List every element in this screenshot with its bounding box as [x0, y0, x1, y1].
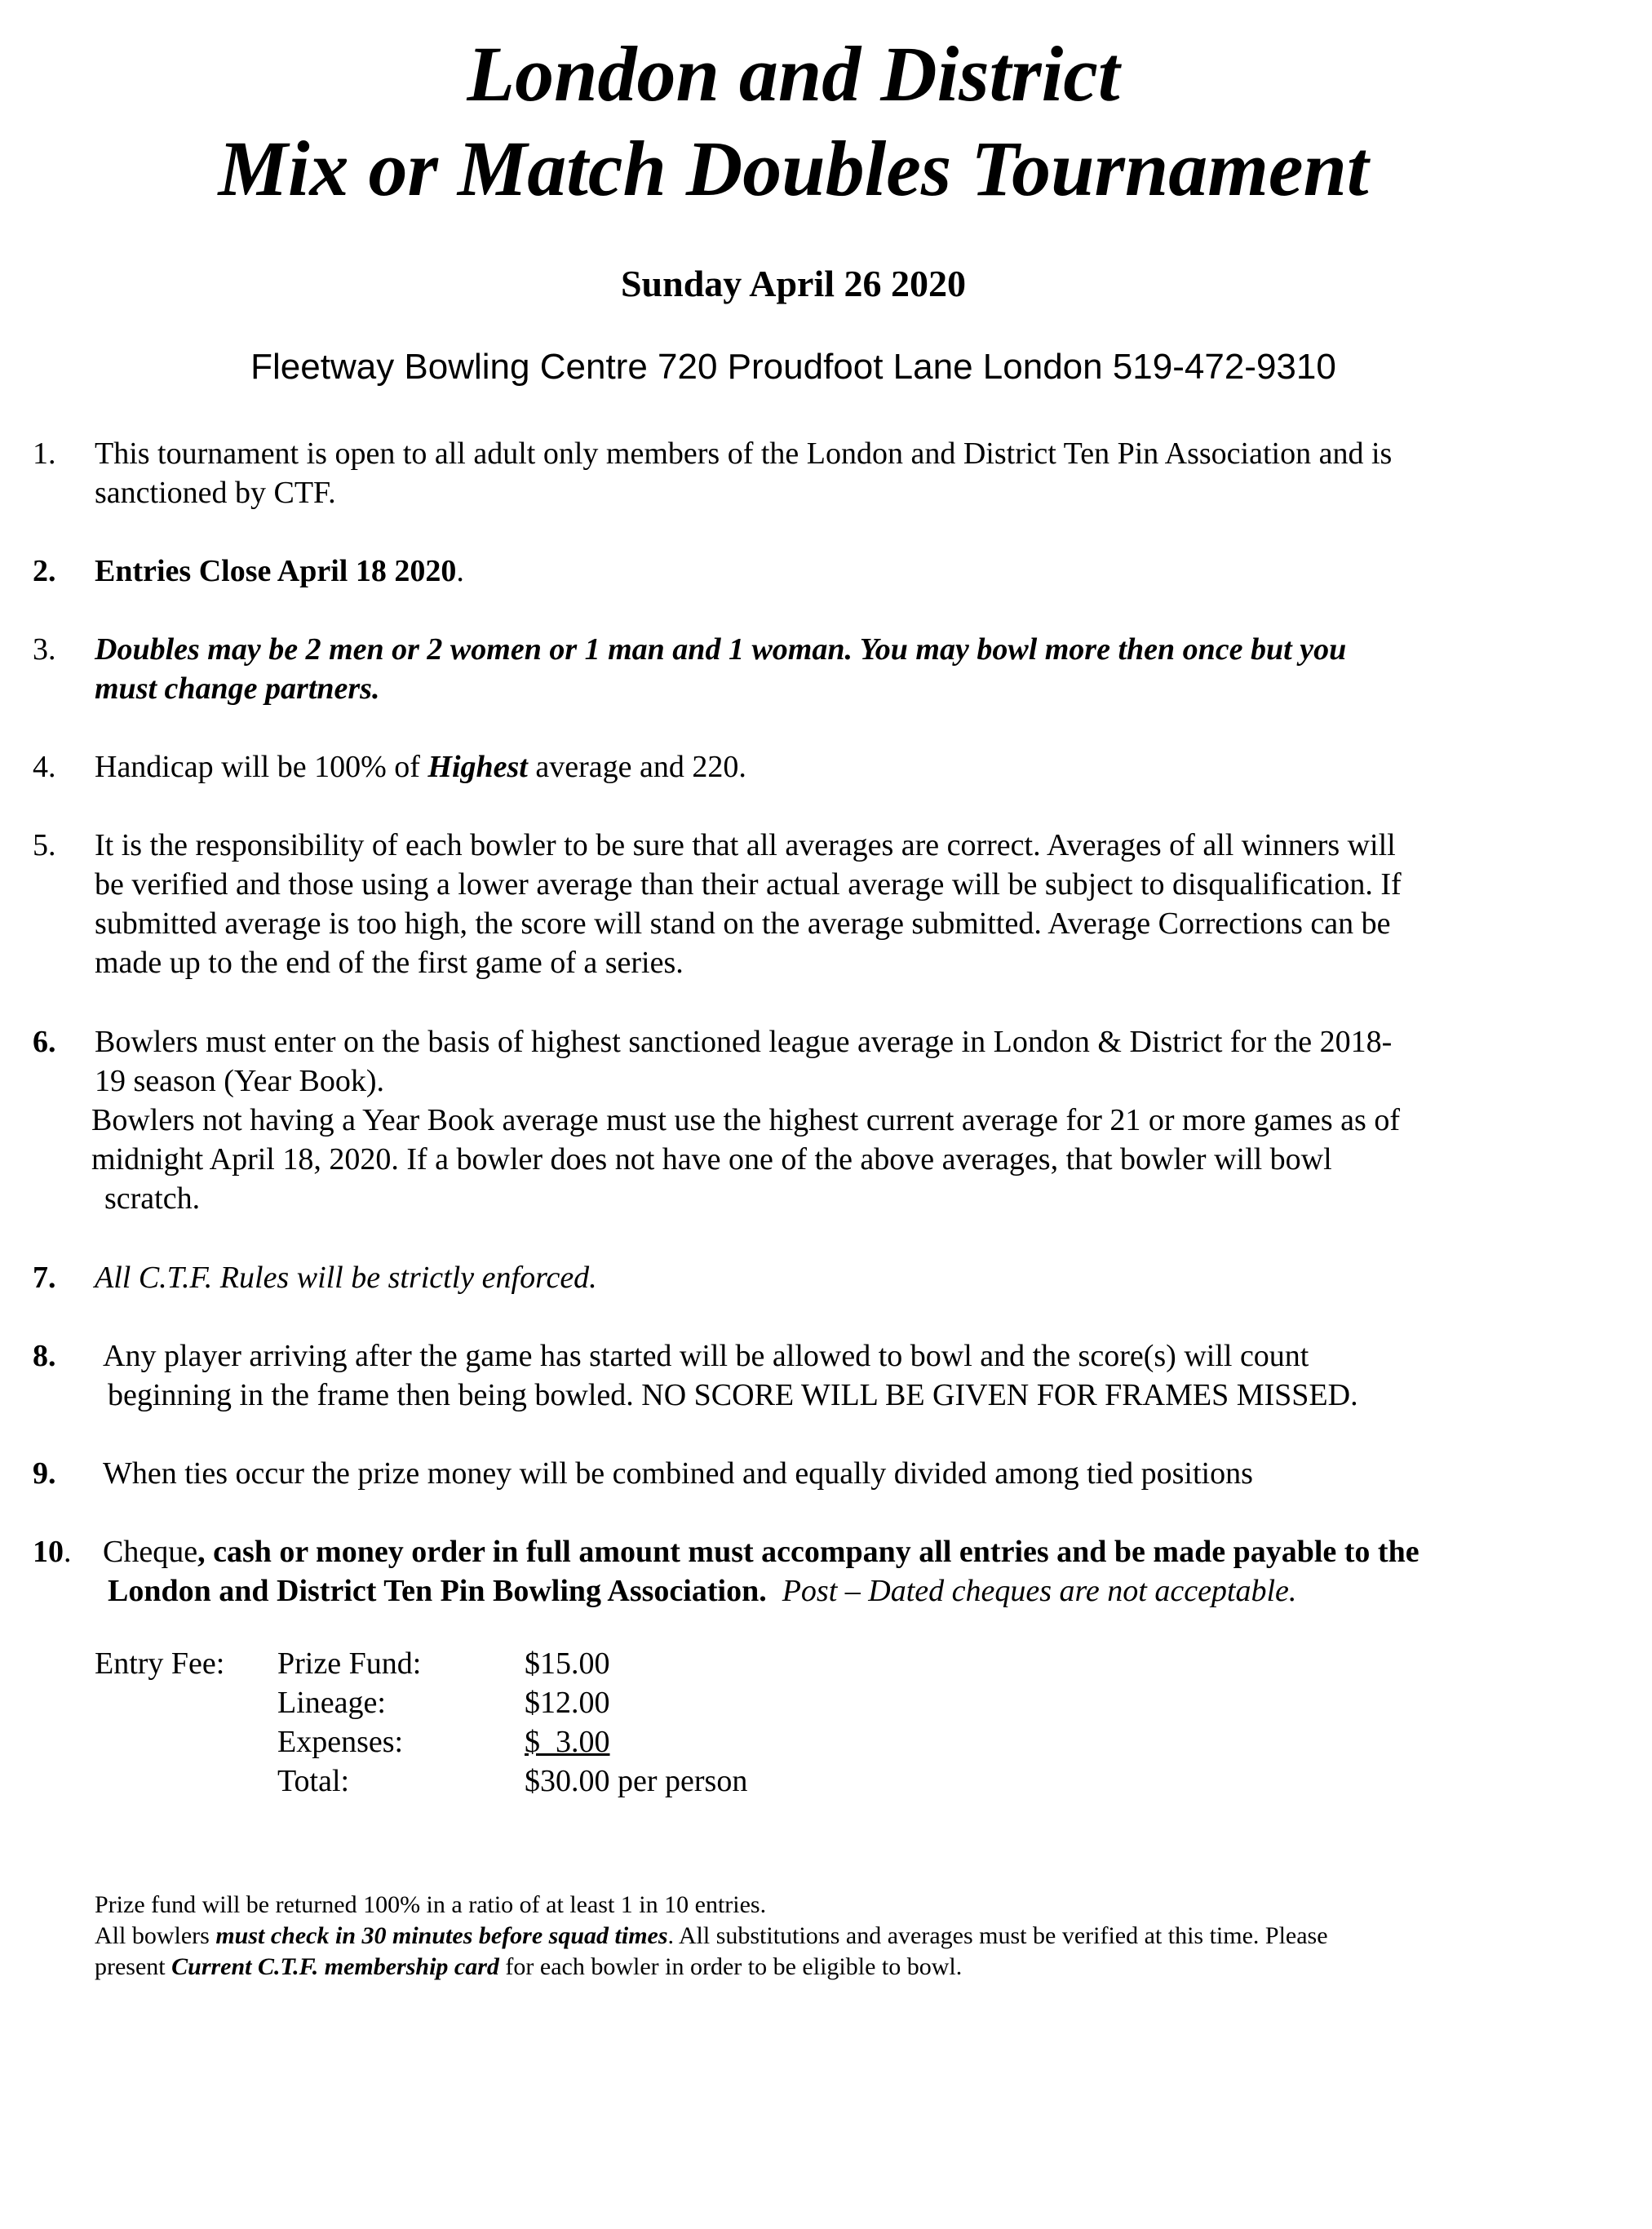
rule-text: Handicap will be 100% of [95, 750, 428, 784]
fee-amount: $12.00 [525, 1686, 610, 1720]
rule-text-bold: , cash or money order in full amount must accompany all entries and be made payable to the [197, 1535, 1419, 1569]
rule-text: scratch. [104, 1181, 201, 1216]
fee-amount: $30.00 per person [525, 1764, 748, 1798]
rule-number: 7. [33, 1261, 56, 1295]
fee-name: Prize Fund: [277, 1646, 422, 1681]
event-date: Sunday April 26 2020 [620, 263, 967, 304]
rule-text: submitted average is too high, the score will stand on the average submitted. Average Corrections can be [95, 906, 1391, 941]
rule-number: 4. [33, 750, 56, 784]
rule-text: When ties occur the prize money will be combined and equally divided among tied positions [103, 1456, 1253, 1491]
rule-text: Cheque [103, 1535, 198, 1569]
note-text-emphasis: Current C.T.F. membership card [171, 1953, 499, 1980]
fee-amount: $ 3.00 [525, 1725, 610, 1759]
note-text: for each bowler in order to be eligible to bowl. [498, 1953, 963, 1980]
fee-amount: $15.00 [525, 1646, 610, 1681]
rule-text: Bowlers not having a Year Book average must use the highest current average for 21 or more games as of [91, 1103, 1400, 1137]
rule-number: 1. [33, 436, 56, 471]
rule-text: be verified and those using a lower average than their actual average will be subject to disqualification. If [95, 867, 1402, 902]
rule-text: beginning in the frame then being bowled. NO SCORE WILL BE GIVEN FOR FRAMES MISSED. [108, 1378, 1358, 1412]
note-text: present [95, 1953, 172, 1980]
rule-text: Bowlers must enter on the basis of highest sanctioned league average in London & District for the 2018- [95, 1025, 1393, 1059]
title-line-2: Mix or Match Doubles Tournament [218, 125, 1369, 212]
rule-text: It is the responsibility of each bowler to be sure that all averages are correct. Averages of all winners will [95, 828, 1396, 862]
fee-name: Total: [277, 1764, 350, 1798]
rule-number: 6. [33, 1025, 56, 1059]
rule-number: 3. [33, 632, 56, 667]
rule-text-emphasis: Highest [427, 750, 528, 784]
rule-number: 8. [33, 1339, 56, 1373]
rule-number: 2. [33, 554, 56, 588]
rule-number-tail: . [64, 1535, 72, 1569]
rule-text: average and 220. [527, 750, 746, 784]
event-venue: Fleetway Bowling Centre 720 Proudfoot Lane London 519-472-9310 [250, 347, 1336, 387]
rule-text-tail: . [456, 554, 464, 588]
rule-text: All C.T.F. Rules will be strictly enforced. [95, 1261, 597, 1295]
note-text: All bowlers [95, 1922, 216, 1949]
rule-text-italic: Post – Dated cheques are not acceptable. [782, 1574, 1297, 1608]
rule-text: Doubles may be 2 men or 2 women or 1 man and 1 woman. You may bowl more then once but you [95, 632, 1347, 667]
note-text: Prize fund will be returned 100% in a ratio of at least 1 in 10 entries. [95, 1891, 767, 1918]
footer-notes [95, 1890, 1328, 1983]
title-line-1: London and District [467, 30, 1120, 117]
fee-name: Lineage: [277, 1686, 386, 1720]
note-text: . All substitutions and averages must be verified at this time. Please [667, 1922, 1328, 1949]
rule-text: midnight April 18, 2020. If a bowler does not have one of the above averages, that bowler will bowl [91, 1142, 1332, 1177]
fee-name: Expenses: [277, 1725, 404, 1759]
rule-text: 19 season (Year Book). [95, 1064, 384, 1098]
rule-text: This tournament is open to all adult only members of the London and District Ten Pin Association and is [95, 436, 1393, 471]
rule-text: Entries Close April 18 2020 [95, 554, 457, 588]
rule-text-bold: London and District Ten Pin Bowling Association. [108, 1574, 767, 1608]
rule-text: sanctioned by CTF. [95, 476, 336, 510]
rule-text: Any player arriving after the game has started will be allowed to bowl and the score(s) will count [103, 1339, 1309, 1373]
rule-text: must change partners. [95, 671, 380, 706]
rule-number: 10 [33, 1535, 64, 1569]
rule-text: made up to the end of the first game of a series. [95, 946, 684, 980]
note-text-emphasis: must check in 30 minutes before squad times [215, 1922, 668, 1949]
rule-number: 5. [33, 828, 56, 862]
rule-number: 9. [33, 1456, 56, 1491]
entry-fee-label: Entry Fee: [95, 1646, 225, 1681]
